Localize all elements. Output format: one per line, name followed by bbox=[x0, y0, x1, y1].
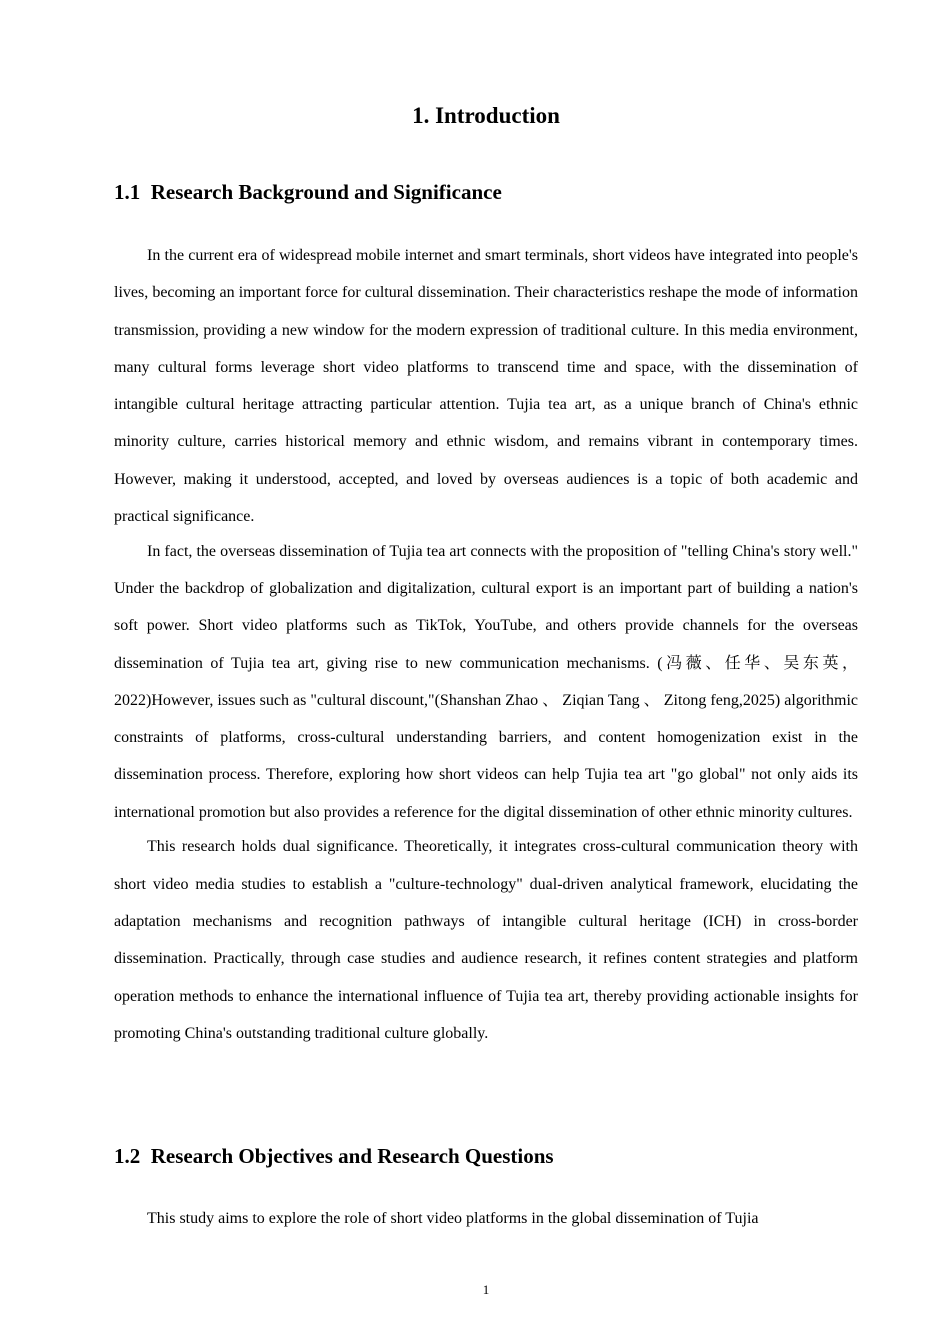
section-1-2-body bbox=[114, 1200, 858, 1237]
chapter-title: 1. Introduction bbox=[412, 103, 560, 128]
paragraph-objectives: This study aims to explore the role of short video platforms in the global dissemination of Tujia bbox=[147, 1210, 759, 1227]
paragraph-overseas-dissemination: In fact, the overseas dissemination of Tujia tea art connects with the proposition of "telling China's story well." Under the backdrop of globalization and digitalization, cultural export is an important part of building a nation's soft power. Short video platforms such as TikTok, YouTube, and others provide channels for the overseas dissemination of Tujia tea art, giving rise to new communication mechanisms. (冯薇、任华、吴东英，2022)However, issues such as "cultural discount,"(Shanshan Zhao 、 Ziqian Tang 、 Zitong feng,2025) algorithmic constraints of platforms, cross-cultural understanding barriers, and content homogenization exist in the dissemination process. Therefore, exploring how short videos can help Tujia tea art "go global" not only aids its international promotion but also provides a reference for the digital dissemination of other ethnic minority cultures. bbox=[114, 542, 858, 821]
paragraph-background: In the current era of widespread mobile internet and smart terminals, short videos have integrated into people's lives, becoming an important force for cultural dissemination. Their characteristics reshape the mode of information transmission, providing a new window for the modern expression of traditional culture. In this media environment, many cultural forms leverage short video platforms to transcend time and space, with the dissemination of intangible cultural heritage attracting particular attention. Tujia tea art, as a unique branch of China's ethnic minority culture, carries historical memory and ethnic wisdom, and remains vibrant in contemporary times. However, making it understood, accepted, and loved by overseas audiences is a topic of both academic and practical significance. bbox=[114, 247, 858, 526]
paragraph-significance: This research holds dual significance. Theoretically, it integrates cross-cultural communication theory with short video media studies to establish a "culture-technology" dual-driven analytical framework, elucidating the adaptation mechanisms and recognition pathways of intangible cultural heritage (ICH) in cross-border dissemination. Practically, through case studies and audience research, it refines content strategies and platform operation methods to enhance the international influence of Tujia tea art, thereby providing actionable insights for promoting China's outstanding traditional culture globally. bbox=[114, 838, 858, 1042]
section-1-1-body bbox=[114, 237, 858, 1052]
page-number: 1 bbox=[482, 1282, 490, 1297]
section-heading-1-1: 1.1 Research Background and Significance bbox=[114, 180, 502, 204]
section-heading-1-2: 1.2 Research Objectives and Research Questions bbox=[114, 1144, 554, 1168]
